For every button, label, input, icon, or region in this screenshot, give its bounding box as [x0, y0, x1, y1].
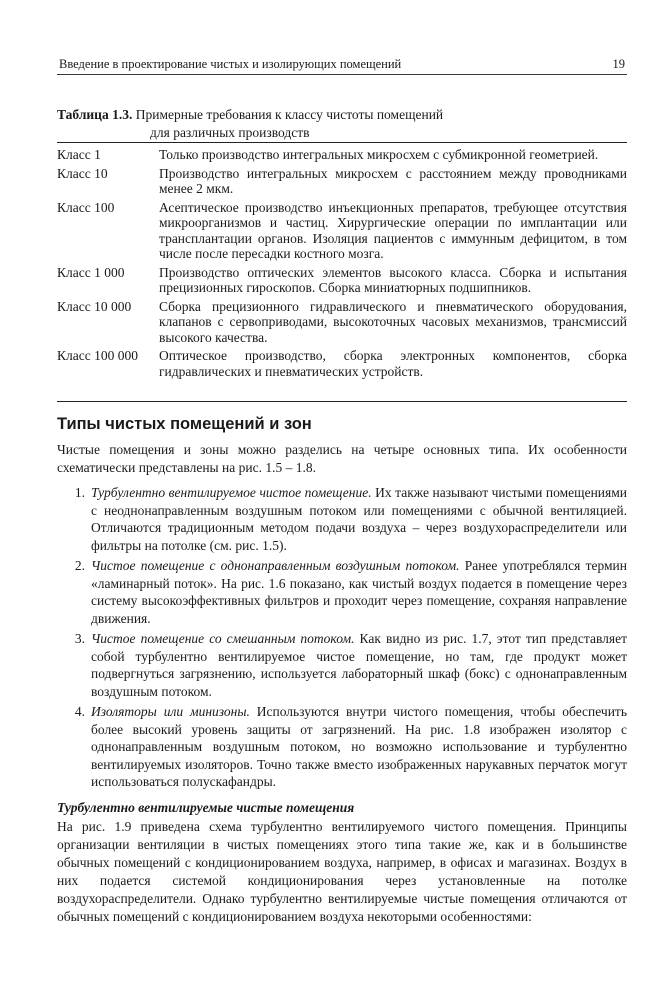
table-cell-class: Класс 100 000: [57, 348, 138, 363]
list-item-text: Используются внутри чистого помещения, чтобы обеспечить более высокий уровень защиты от загрязнений. На рис. 1.8 изображен изолятор с однонаправленным воздушным потоком, но возможно использование и турбулентно вентилируемых изоляторов. Точно также вместо изображенных нарукавных перчаток могут использоваться полускафандры.: [91, 704, 627, 789]
table-cell-description: Производство интегральных микросхем с расстоянием между проводниками менее 2 мкм.: [159, 165, 627, 196]
cleanroom-class-table: [57, 147, 627, 382]
table-bottom-rule: [57, 401, 627, 402]
table-caption: [57, 106, 617, 142]
running-header: [57, 56, 627, 75]
list-item-body: [91, 557, 627, 627]
table-cell-class: Класс 10 000: [57, 298, 132, 314]
table-cell-description: Сборка прецизионного гидравлического и пневматического оборудования, клапанов с сервоприводами, высокоточных часовых механизмов, трансмиссий высокого качества.: [159, 298, 627, 345]
table-row: [57, 348, 627, 379]
types-list: [57, 484, 627, 794]
list-item: [57, 703, 627, 791]
list-item-text: Ранее употреблялся термин «ламинарный поток». На рис. 1.6 показано, как чистый воздух подается в помещение через систему высокоэффективных фильтров и проходит через помещение, сохраняя направление движения.: [91, 558, 627, 626]
list-item-text: Их также называют чистыми помещениями с неоднонаправленным воздушным потоком или помещениями с обычной вентиляцией. Отличаются традиционным методом подачи воздуха – через воздухораспределители или фильтры на потолке (см. рис. 1.5).: [91, 485, 627, 553]
table-caption-line-2: для различных производств: [150, 125, 310, 140]
table-cell-class: Класс 10: [57, 165, 108, 181]
table-row: [57, 200, 627, 262]
list-item-body: [91, 630, 627, 700]
list-item-number: 1.: [74, 485, 85, 500]
list-item-number: 2.: [74, 558, 85, 573]
table-cell-description: Только производство интегральных микросхем с субмикронной геометрией.: [159, 147, 599, 162]
list-item-body: [91, 484, 627, 554]
page-number: 19: [612, 57, 625, 71]
table-row: [57, 166, 627, 197]
table-row: [57, 265, 627, 296]
list-item-term: Изоляторы или минизоны.: [91, 704, 250, 719]
subsection-heading: Турбулентно вентилируемые чистые помещения: [57, 800, 355, 815]
section-intro: Чистые помещения и зоны можно разделись на четыре основных типа. Их особенности схематически представлены на рис. 1.5 – 1.8.: [57, 442, 627, 475]
table-row: [57, 147, 627, 163]
table-cell-description: Оптическое производство, сборка электронных компонентов, сборка гидравлических и пневматических устройств.: [159, 348, 627, 379]
table-caption-label: Таблица 1.3.: [57, 107, 133, 122]
table-top-rule: [57, 142, 627, 143]
table-cell-class: Класс 1: [57, 147, 101, 162]
list-item-text: Как видно из рис. 1.7, этот тип представляет собой турбулентно вентилируемое чистое помещение, но там, где продукт может подвергнуться загрязнению, используется лабораторный шкаф (бокс) с однонаправленным воздушным потоком.: [91, 631, 628, 699]
list-item-number: 3.: [74, 631, 85, 646]
list-item-term: Чистое помещение со смешанным потоком.: [91, 631, 355, 646]
list-item: [57, 557, 627, 627]
list-item-term: Турбулентно вентилируемое чистое помещение.: [91, 485, 372, 500]
table-cell-description: Асептическое производство инъекционных препаратов, требующее отсутствия микроорганизмов и частиц. Хирургические операции по имплантации или трансплантации органов. Изоляция пациентов с иммунным дефицитом, в том числе после пересадки костного мозга.: [159, 199, 627, 261]
list-item-body: [91, 703, 627, 791]
table-cell-class: Класс 100: [57, 199, 115, 215]
list-item: [57, 484, 627, 554]
table-caption-line-1: Примерные требования к классу чистоты помещений: [135, 107, 444, 122]
running-header-title: Введение в проектирование чистых и изолирующих помещений: [59, 57, 402, 71]
table-row: [57, 299, 627, 346]
list-item: [57, 630, 627, 700]
table-cell-class: Класс 1 000: [57, 264, 125, 280]
list-item-term: Чистое помещение с однонаправленным воздушным потоком.: [91, 558, 460, 573]
subsection-paragraph: На рис. 1.9 приведена схема турбулентно вентилируемого чистого помещения. Принципы организации вентиляции в чистых помещениях этого типа такие же, как и в большинстве обычных помещений с кондиционированием воздуха, например, в офисах и магазинах. Воздух в них подается системой кондиционирования через установленные на потолке воздухораспределители. Однако турбулентно вентилируемые чистые помещения отличаются от обычных помещений с кондиционированием воздуха некоторыми особенностями:: [57, 819, 627, 924]
section-heading: Типы чистых помещений и зон: [57, 415, 312, 433]
list-item-number: 4.: [74, 704, 85, 719]
table-cell-description: Производство оптических элементов высокого класса. Сборка и испытания прецизионных гироскопов. Сборка миниатюрных подшипников.: [159, 264, 627, 295]
